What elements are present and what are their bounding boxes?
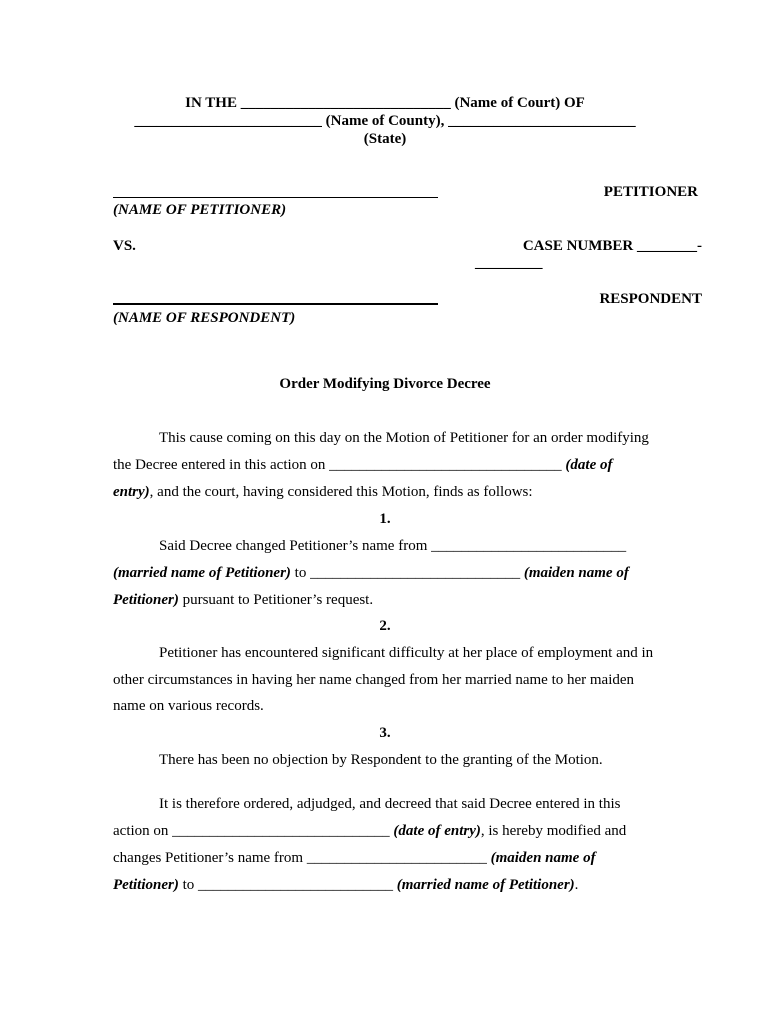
finding-1-line-3 [113,591,373,609]
date-of-entry-label: (date of entry) [393,823,481,839]
order-line-4-text: to __________________________ [178,877,397,893]
order-line-1: It is therefore ordered, adjudged, and decreed that said Decree entered in this [159,796,621,812]
order-line-2-text-end: , is hereby modified and [480,823,627,839]
petitioner-name-line [113,197,438,198]
order-line-3-text: changes Petitioner’s name from ________________________ [113,850,491,866]
finding-number: 2. [379,618,391,634]
caption-court-line: IN THE ____________________________ (Name of Court) OF [185,95,585,111]
petitioner-label-inline: Petitioner) [113,592,179,608]
document-title: Order Modifying Divorce Decree [279,376,491,392]
married-name-label: (married name of Petitioner) [396,877,575,893]
finding-1-line-2 [113,564,629,582]
maiden-name-label: (maiden name of [490,850,596,866]
finding-2-line-1: Petitioner has encountered significant difficulty at her place of employment and in [159,645,654,661]
finding-2-line-2: other circumstances in having her name changed from her married name to her maiden [113,672,635,688]
order-line-3 [113,849,596,867]
married-name-label: (married name of Petitioner) [113,565,291,581]
caption-state-line: (State) [363,131,407,147]
respondent-label: RESPONDENT [599,291,702,307]
finding-number: 1. [379,511,391,527]
versus-label: VS. [113,238,136,254]
order-line-4 [113,876,578,894]
finding-3-line-1: There has been no objection by Respondent to the granting of the Motion. [159,752,603,768]
order-line-4-period: . [574,877,579,893]
finding-1-line-3-text: pursuant to Petitioner’s request. [178,592,374,608]
finding-number: 3. [379,725,391,741]
respondent-name-line [113,303,438,305]
intro-line-1: This cause coming on this day on the Motion of Petitioner for an order modifying [159,430,649,446]
respondent-name-placeholder: (NAME OF RESPONDENT) [113,310,296,326]
order-line-2 [113,822,626,840]
case-number-continuation: _________ [475,255,543,271]
order-line-2-text: action on _____________________________ [113,823,394,839]
entry-label: entry) [113,484,150,500]
case-number: CASE NUMBER ________- [522,238,702,254]
petitioner-name-placeholder: (NAME OF PETITIONER) [113,202,287,218]
intro-line-2-text: the Decree entered in this action on _______________________________ [113,457,566,473]
date-of-entry-label: (date of [565,457,613,473]
caption-county-line: _________________________ (Name of County), _________________________ [134,113,636,129]
petitioner-label: PETITIONER [603,184,698,200]
petitioner-label-inline: Petitioner) [113,877,179,893]
intro-line-2 [113,456,613,474]
finding-1-line-2-text: to ____________________________ [290,565,524,581]
intro-line-3 [113,483,533,501]
finding-1-line-1: Said Decree changed Petitioner’s name from __________________________ [159,538,627,554]
maiden-name-label: (maiden name of [523,565,629,581]
intro-line-3-text: , and the court, having considered this Motion, finds as follows: [149,484,533,500]
finding-2-line-3: name on various records. [113,698,264,714]
